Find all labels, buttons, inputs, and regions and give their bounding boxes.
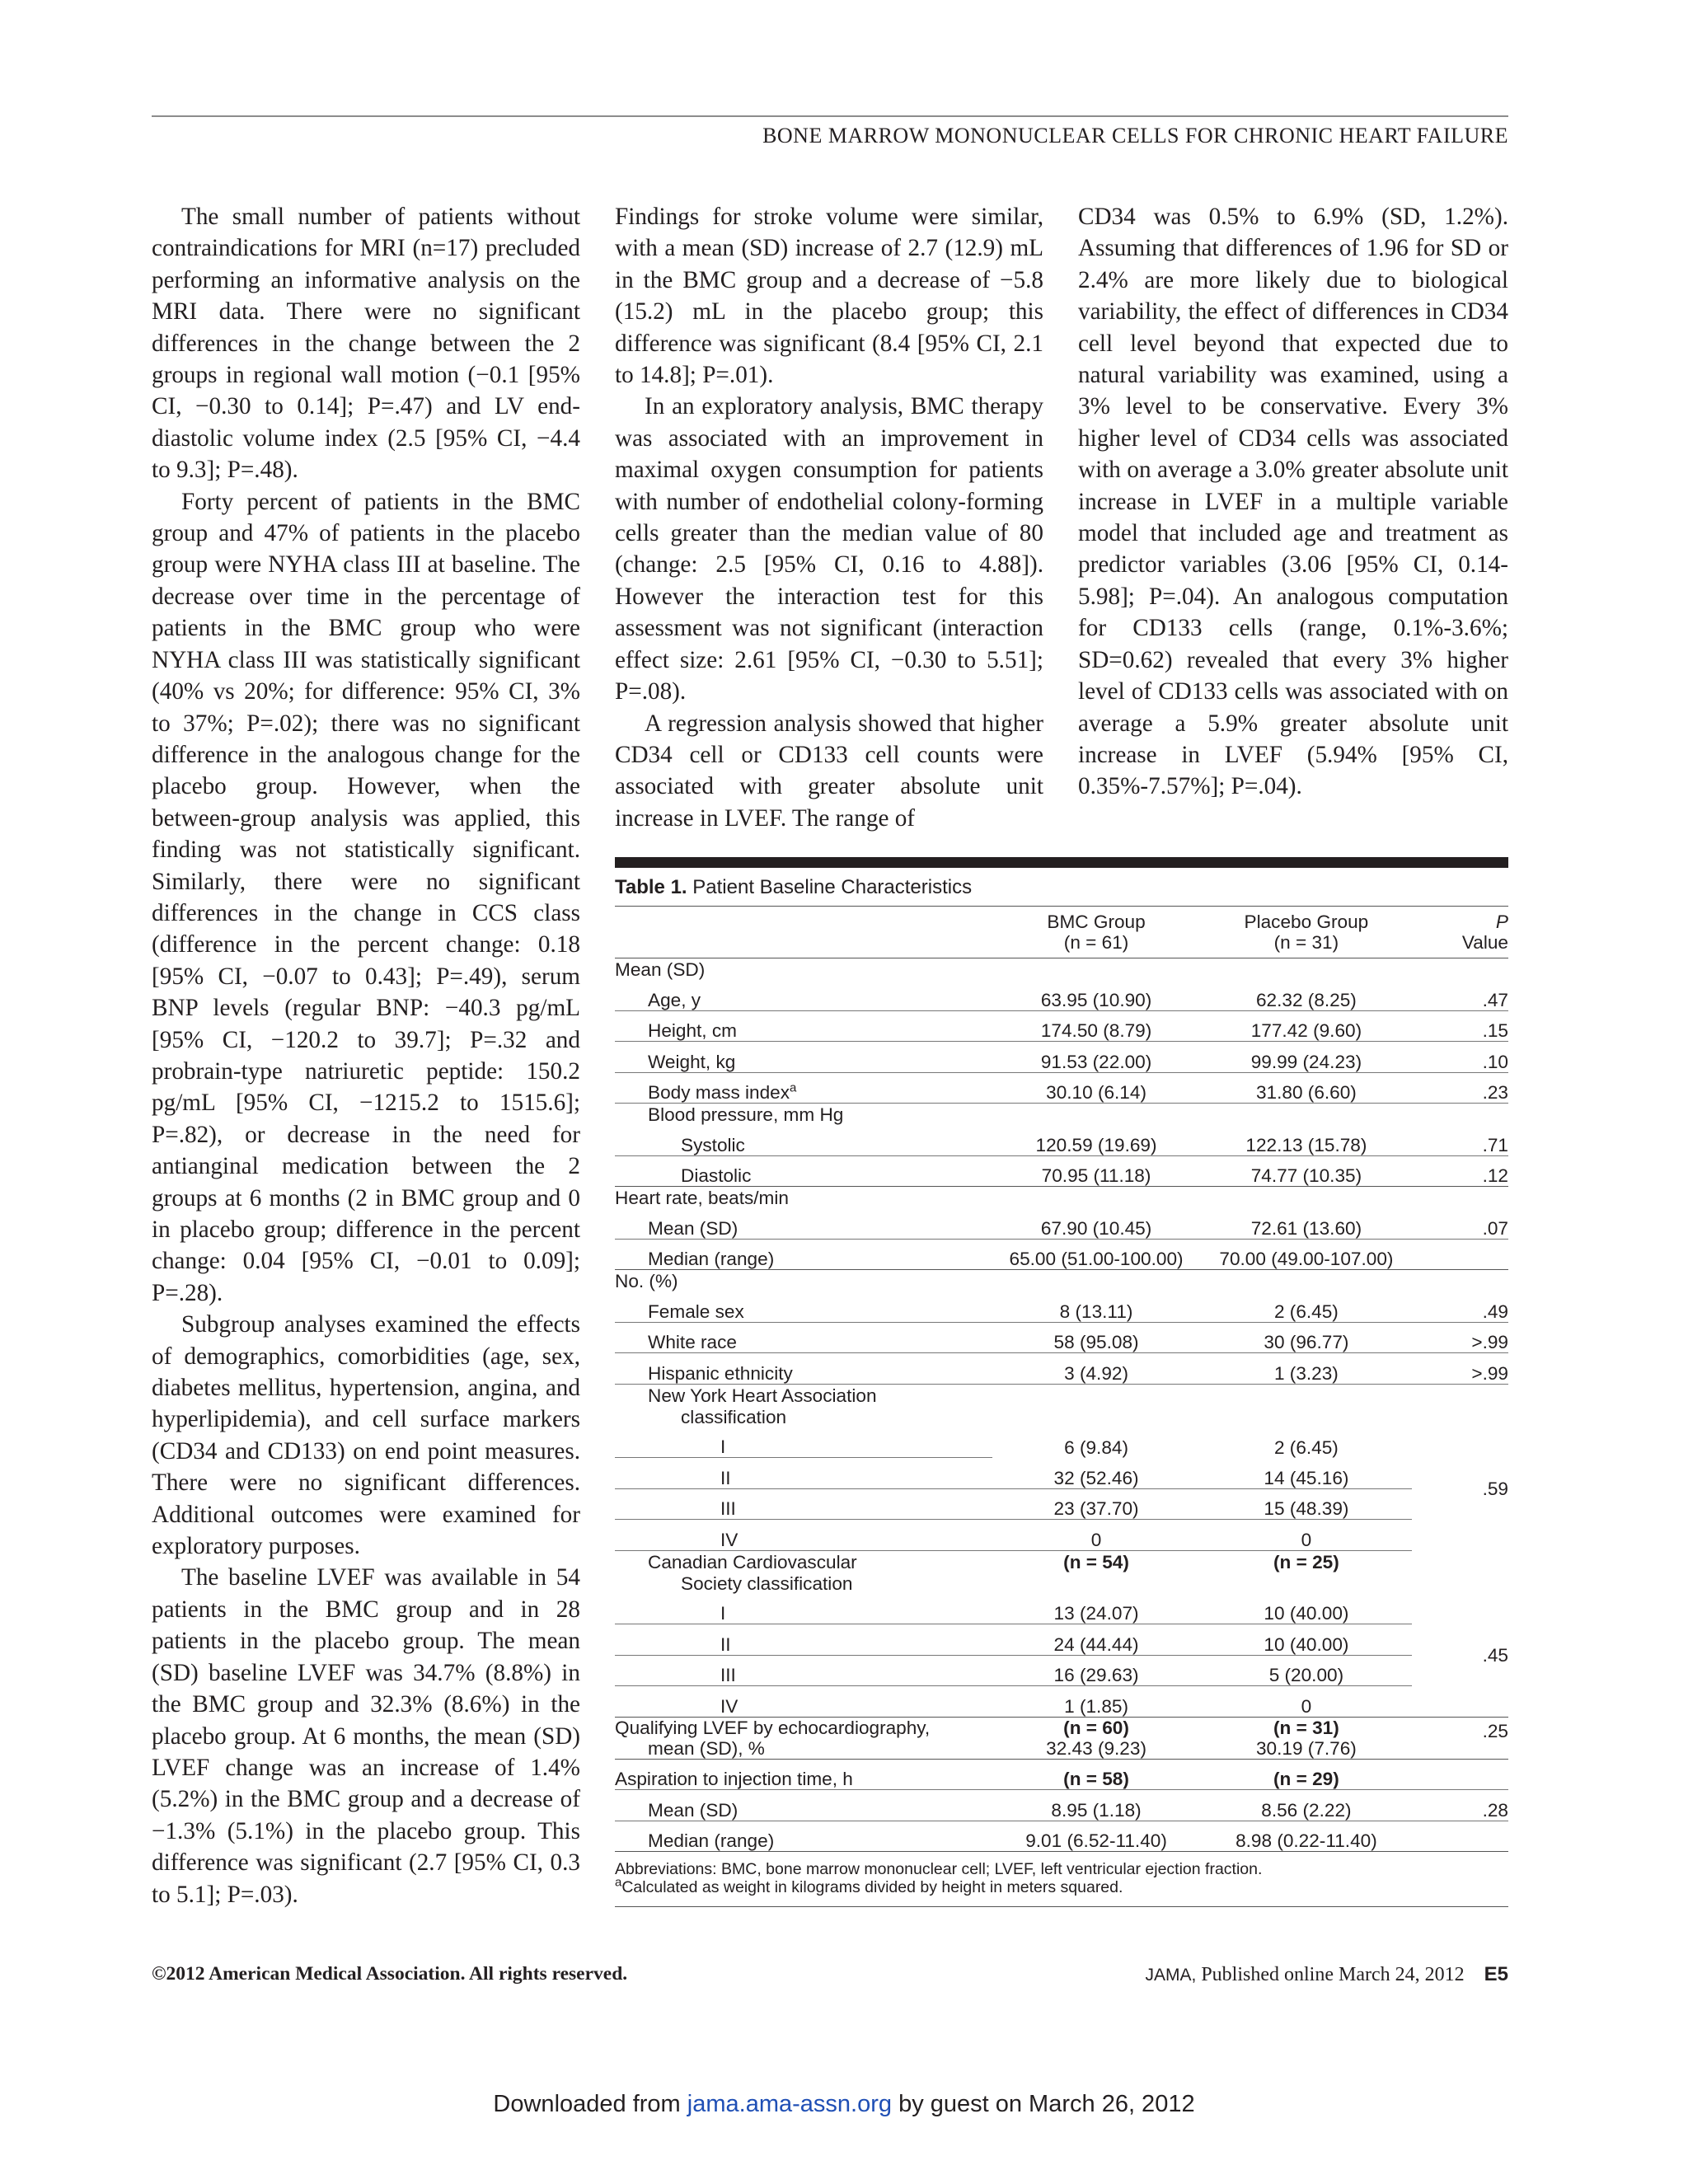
paragraph: CD34 was 0.5% to 6.9% (SD, 1.2%). Assuming that differences of 1.96 for SD or 2.4% are more likely due to biological variability, the effect of differences in CD34 cell level beyond that expected due to natural variability was examined, using a 3% level to be conservative. Every 3% higher level of CD34 cells was associated with on average a 3.0% greater absolute unit increase in LVEF in a multiple variable model that included age and treatment as predictor variables (3.06 [95% CI, 0.14-5.98]; P=.04). An analogous computation for CD133 cells (range, 0.1%-3.6%; SD=0.62) revealed that every 3% higher level of CD133 cells was associated with on average a 5.9% greater absolute unit increase in LVEF (5.94% [95% CI, 0.35%-7.57%]; P=.04). — [1078, 204, 1508, 800]
table-caption — [615, 868, 1508, 907]
table-row: I 13 (24.07) 10 (40.00) .45 — [615, 1594, 1508, 1624]
header-bmc: BMC Group (n = 61) — [992, 907, 1201, 958]
group-label-row: Heart rate, beats/min — [615, 1188, 789, 1208]
table-row: Aspiration to injection time, h (n = 58) (n = 29) — [615, 1759, 1508, 1790]
table-1 — [615, 857, 1508, 1907]
group-label-row: Mean (SD) — [615, 959, 706, 980]
paragraph: The small number of patients without contraindications for MRI (n=17) precluded performing an informative analysis on the MRI data. There were no significant differences in the change between the 2 groups in regional wall motion (−0.1 [95% CI, −0.30 to 0.14]; P=.47) and LV end-diastolic volume index (2.5 [95% CI, −4.4 to 9.3]; P=.48). — [152, 204, 580, 484]
group-label-row: Blood pressure, mm Hg — [648, 1104, 844, 1125]
table-row: Age, y 63.95 (10.90) 62.32 (8.25) .47 — [615, 980, 1508, 1010]
table-row: Median (range) 9.01 (6.52-11.40) 8.98 (0.22-11.40) — [615, 1821, 1508, 1852]
table-row: Female sex 8 (13.11) 2 (6.45) .49 — [615, 1291, 1508, 1322]
header-placebo: Placebo Group (n = 31) — [1200, 907, 1412, 958]
table-row: Qualifying LVEF by echocardiography, mean (SD), % (n = 60) 32.43 (9.23) (n = 31) 30.19 (7.76) .25 — [615, 1717, 1508, 1759]
download-link[interactable]: jama.ama-assn.org — [687, 2091, 892, 2117]
paragraph: Findings for stroke volume were similar, with a mean (SD) increase of 2.7 (12.9) mL in the BMC group and a decrease of −5.8 (15.2) mL in the placebo group; this difference was significant (8.4 [95% CI, 2.1 to 14.8]; P=.01). — [615, 204, 1043, 389]
table-label: Table 1. — [615, 876, 687, 898]
table-row: II 24 (44.44) 10 (40.00) — [615, 1624, 1508, 1656]
table-row: III 23 (37.70) 15 (48.39) — [615, 1488, 1508, 1520]
table-footnotes — [615, 1852, 1508, 1907]
footnote-abbreviations: Abbreviations: BMC, bone marrow mononuclear cell; LVEF, left ventricular ejection fraction. — [615, 1860, 1263, 1878]
table-row: Diastolic 70.95 (11.18) 74.77 (10.35) .12 — [615, 1155, 1508, 1187]
download-notice: Downloaded from jama.ama-assn.org by guest on March 26, 2012 — [493, 2091, 1195, 2117]
table-row: IV 1 (1.85) 0 — [615, 1686, 1508, 1718]
paragraph: The baseline LVEF was available in 54 patients in the BMC group and in 28 patients in the placebo group. The mean (SD) baseline LVEF was 34.7% (8.8%) in the BMC group and 32.3% (8.6%) in the placebo group. At 6 months, the mean (SD) LVEF change was an increase of 1.4% (5.2%) in the BMC group and a decrease of −1.3% (5.1%) in the placebo group. This difference was significant (2.7 [95% CI, 0.3 to 5.1]; P=.03). — [152, 1564, 580, 1908]
table-header-row — [615, 907, 1508, 958]
paragraph: Subgroup analyses examined the effects of demographics, comorbidities (age, sex, diabetes mellitus, hypertension, angina, and hyperlipidemia), and cell surface markers (CD34 and CD133) on end point measures. There were no significant differences. Additional outcomes were examined for exploratory purposes. — [152, 1311, 580, 1560]
table-row: Median (range) 65.00 (51.00-100.00) 70.00 (49.00-107.00) — [615, 1239, 1508, 1270]
publish-date: Published online March 24, 2012 — [1201, 1964, 1465, 1985]
table-row: Mean (SD) 67.90 (10.45) 72.61 (13.60) .07 — [615, 1208, 1508, 1239]
paragraph: A regression analysis showed that higher CD34 cell or CD133 cell counts were associated with greater absolute unit increase in LVEF. The range of — [615, 710, 1043, 832]
header-p-value: P Value — [1412, 907, 1508, 958]
table-row: III 16 (29.63) 5 (20.00) — [615, 1655, 1508, 1686]
body-column-3 — [1078, 201, 1508, 803]
table-row: Height, cm 174.50 (8.79) 177.42 (9.60) .15 — [615, 1010, 1508, 1042]
page-number: E5 — [1484, 1963, 1508, 1985]
table-row: II 32 (52.46) 14 (45.16) — [615, 1458, 1508, 1489]
baseline-table — [615, 907, 1508, 1852]
table-row: Hispanic ethnicity 3 (4.92) 1 (3.23) >.99 — [615, 1353, 1508, 1385]
group-label-row: New York Heart Association — [648, 1385, 877, 1406]
table-row: Body mass index$^a$ 30.10 (6.14) 31.80 (6.60) .23 — [615, 1072, 1508, 1104]
table-row: IV 0 0 — [615, 1520, 1508, 1551]
paragraph: Forty percent of patients in the BMC group and 47% of patients in the placebo group were NYHA class III at baseline. The decrease over time in the percentage of patients in the BMC group who were NYHA class III was statistically significant (40% vs 20%; for difference: 95% CI, 3% to 37%; P=.02); there was no significant difference in the analogous change for the placebo group. However, when the between-group analysis was applied, this finding was not statistically significant. Similarly, there were no significant differences in the change in CCS class (difference in the percent change: 0.18 [95% CI, −0.07 to 0.43]; P=.49), serum BNP levels (regular BNP: −40.3 pg/mL [95% CI, −120.2 to 39.7]; P=.32 and probrain-type natriuretic peptide: 150.2 pg/mL [95% CI, −1215.2 to 1515.6]; P=.82), or decrease in the need for antianginal medication between the 2 groups at 6 months (2 in BMC group and 0 in placebo group; difference in the percent change: 0.04 [95% CI, −0.01 to 0.09]; P=.28). — [152, 488, 580, 1306]
group-label-row: Society classification — [681, 1572, 853, 1594]
group-label-row: No. (%) — [615, 1271, 678, 1291]
body-column-1 — [152, 201, 580, 1910]
group-label-row: classification — [681, 1406, 787, 1427]
table-row: Mean (SD) 8.95 (1.18) 8.56 (2.22) .28 — [615, 1790, 1508, 1821]
journal-footer — [1145, 1963, 1508, 1986]
journal-name: JAMA, — [1145, 1966, 1197, 1985]
table-title: Patient Baseline Characteristics — [692, 876, 973, 898]
copyright-notice: ©2012 American Medical Association. All rights reserved. — [152, 1963, 628, 1985]
paragraph: In an exploratory analysis, BMC therapy was associated with an improvement in maximal oxygen consumption for patients with number of endothelial colony-forming cells greater than the median value of 80 (change: 2.5 [95% CI, 0.16 to 4.88]). However the interaction test for this assessment was not significant (interaction effect size: 2.61 [95% CI, −0.30 to 5.51]; P=.08). — [615, 393, 1043, 705]
table-top-bar — [615, 857, 1508, 868]
body-column-2 — [615, 201, 1043, 834]
top-rule — [152, 115, 1508, 117]
table-row: Weight, kg 91.53 (22.00) 99.99 (24.23) .10 — [615, 1042, 1508, 1073]
table-row: Systolic 120.59 (19.69) 122.13 (15.78) .71 — [615, 1125, 1508, 1155]
group-label-row: Canadian Cardiovascular (n = 54) (n = 25) — [648, 1551, 1339, 1572]
table-row: I 6 (9.84) 2 (6.45) .59 — [615, 1427, 1508, 1458]
running-head: BONE MARROW MONONUCLEAR CELLS FOR CHRONIC HEART FAILURE — [762, 124, 1508, 148]
table-row: White race 58 (95.08) 30 (96.77) >.99 — [615, 1322, 1508, 1353]
footnote-a: $^a$Calculated as weight in kilograms divided by height in meters squared. — [615, 1875, 1123, 1896]
